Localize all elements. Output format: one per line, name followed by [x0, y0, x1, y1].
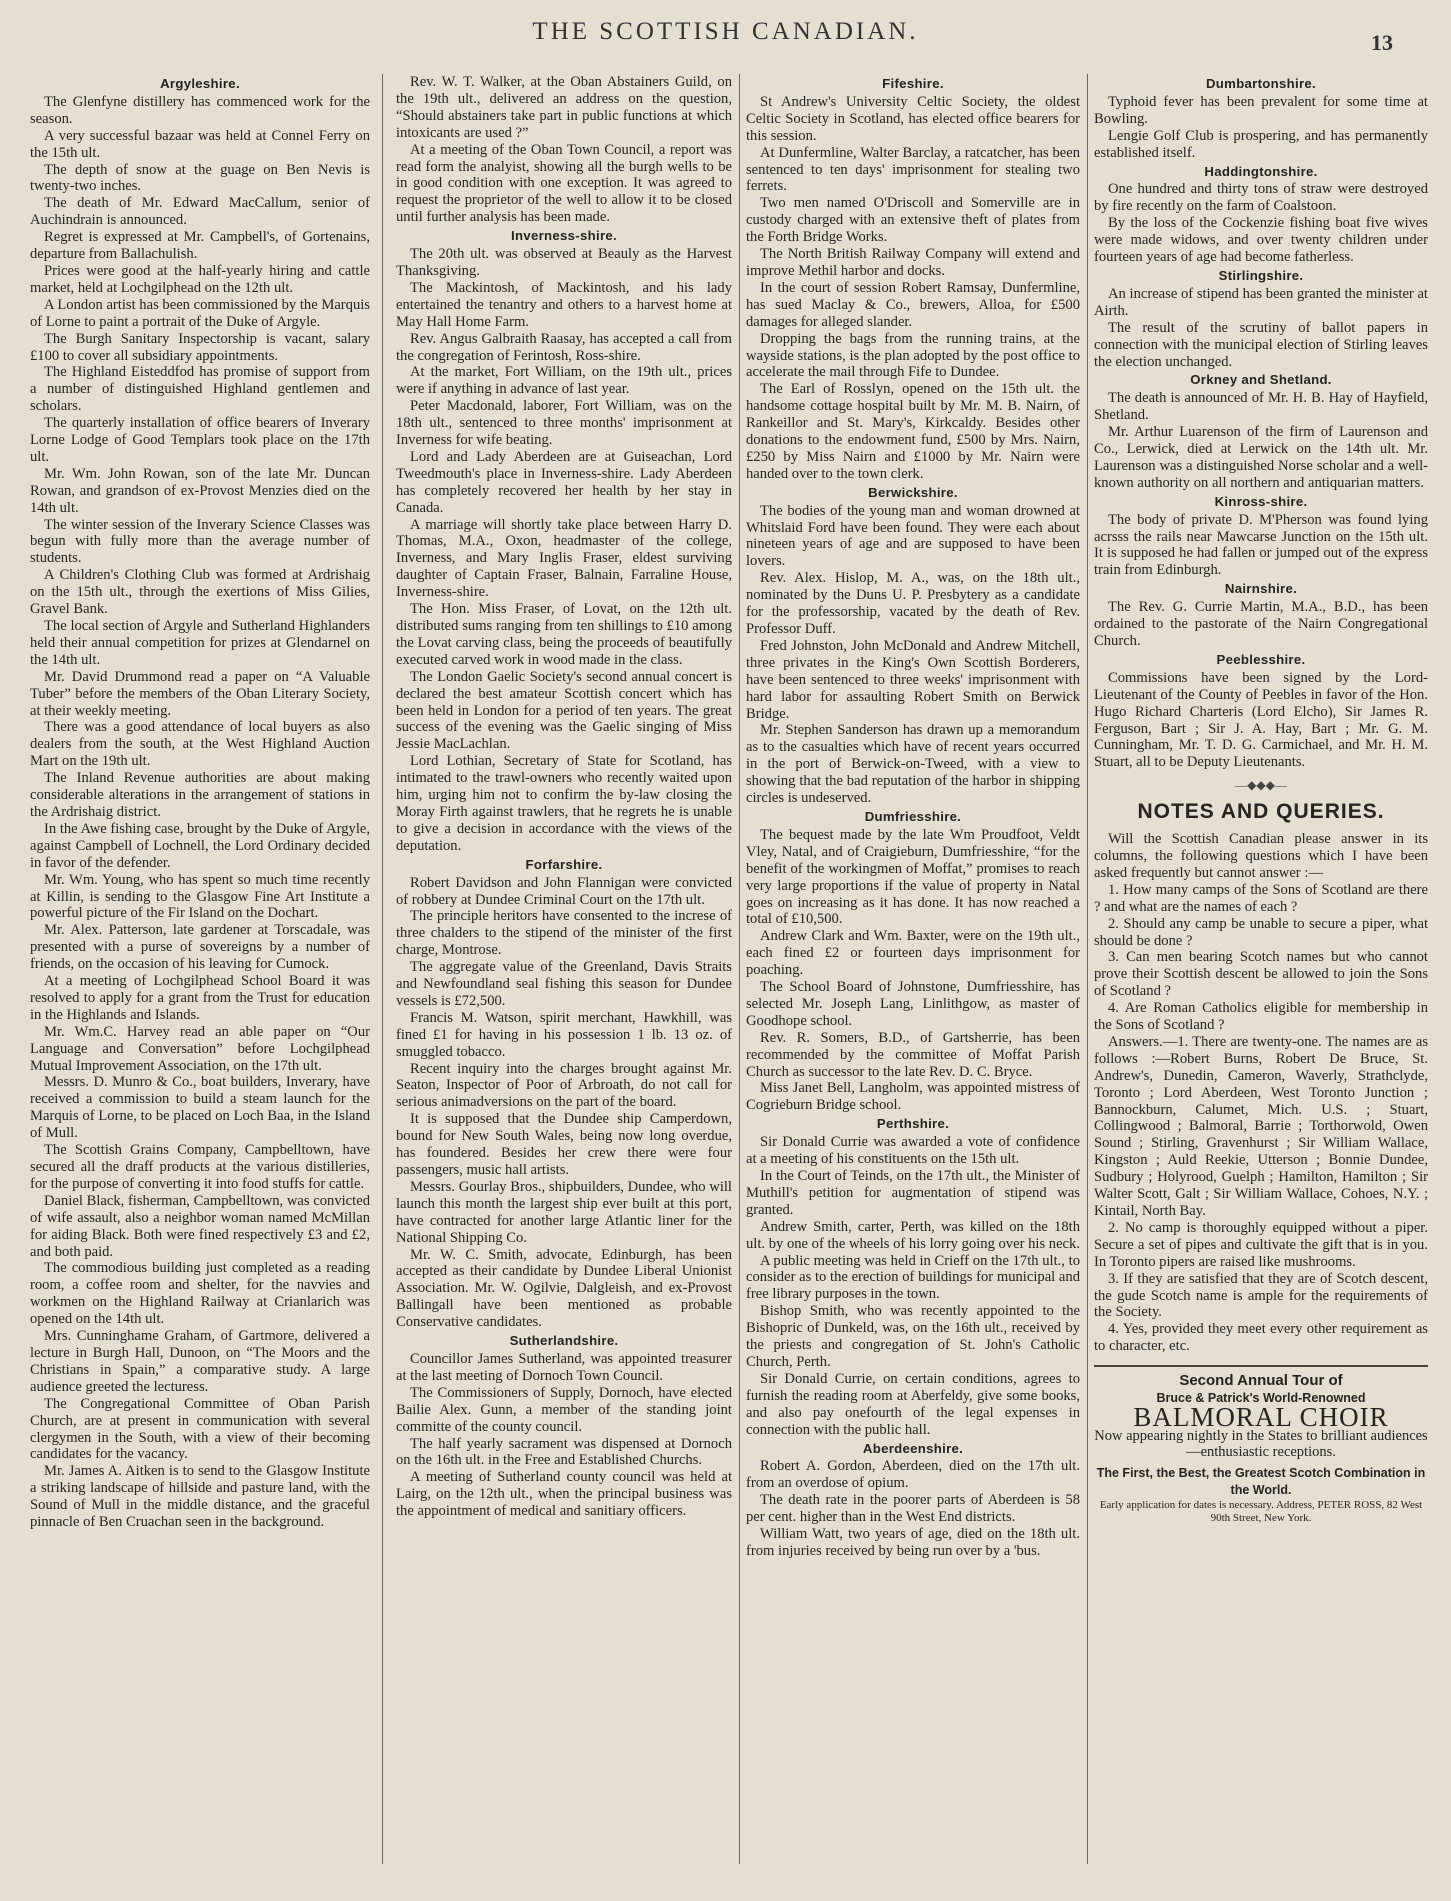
news-item: Mr. Wm.C. Harvey read an able paper on “Our Language and Conversation” before Lochgilphead Mutual Improvement Association, on the 17th ult.	[30, 1023, 370, 1074]
ornament-divider: —◆◆◆—	[1235, 778, 1287, 793]
news-item: Mrs. Cunninghame Graham, of Gartmore, delivered a lecture in Burgh Hall, Dunoon, on “The Moors and the Christians in Spain,” a comparative study. A large audience greeted the lecturess.	[30, 1328, 370, 1395]
news-item: Robert Davidson and John Flannigan were convicted of robbery at Dundee Criminal Court on the 17th ult.	[396, 874, 732, 908]
news-item: Andrew Clark and Wm. Baxter, were on the 19th ult., each fined £2 or fourteen days imprisonment for poaching.	[746, 928, 1080, 979]
news-item: Dropping the bags from the running trains, at the wayside stations, is the plan adopted by the post office to accelerate the mail through Fife to Dundee.	[746, 330, 1080, 381]
column-3	[746, 74, 1080, 1864]
column-4	[1094, 74, 1428, 1864]
news-item: St Andrew's University Celtic Society, the oldest Celtic Society in Scotland, has elected office bearers for this session.	[746, 93, 1080, 144]
notes-paragraph: Answers.—1. There are twenty-one. The names are as follows :—Robert Burns, Robert De Bruce, St. Andrew's, Dunedin, Cameron, Waverly, Strathclyde, Toronto ; Lord Aberdeen, West Toronto Junction ; Bannockburn, Calumet, Mich. U.S. ; Stuart, Collingwood ; Balmoral, Barrie ; Torthorwold, Owen Sound ; Stirling, Gravenhurst ; Sir William Wallace, Kingston ; Auld Reekie, Utterson ; Bonnie Dundee, Sudbury ; Holyrood, Guelph ; Hamilton, Hamilton ; Sir Walter Scott, Galt ; Sir William Wallace, Cohoes, N.Y. ; Kintail, North Bay.	[1094, 1033, 1428, 1219]
news-item: The Mackintosh, of Mackintosh, and his lady entertained the tenantry and others to a harvest home at May Hall Home Farm.	[396, 279, 732, 330]
news-item: In the Court of Teinds, on the 17th ult., the Minister of Muthill's petition for augmentation of stipend was granted.	[746, 1168, 1080, 1218]
news-item: The School Board of Johnstone, Dumfriesshire, has selected Mr. Joseph Lang, Linlithgow, as master of Goodhope school.	[746, 979, 1080, 1029]
news-item: Mr. James A. Aitken is to send to the Glasgow Institute a striking landscape of hillside and pasture land, with the Sound of Mull in the middle distance, and the graceful pinnacle of Ben Cruachan seen in the background.	[30, 1463, 370, 1531]
news-item: The Burgh Sanitary Inspectorship is vacant, salary £100 to cover all subsidiary appointments.	[30, 330, 370, 364]
news-item: By the loss of the Cockenzie fishing boat five wives were made widows, and over twenty children under fourteen years of age had become fatherless.	[1094, 215, 1428, 266]
news-item: Lengie Golf Club is prospering, and has permanently established itself.	[1094, 127, 1428, 161]
section-heading: Perthshire.	[876, 1116, 950, 1132]
news-item: The 20th ult. was observed at Beauly as the Harvest Thanksgiving.	[396, 246, 732, 279]
news-item: The Commissioners of Supply, Dornoch, have elected Bailie Alex. Gunn, a member of the standing joint committe of the county council.	[396, 1384, 732, 1435]
news-item: Messrs. Gourlay Bros., shipbuilders, Dundee, who will launch this month the largest ship ever built at this port, have contracted for another large Atlantic liner for the National Shipping Co.	[396, 1178, 732, 1246]
notes-paragraph: 4. Yes, provided they meet every other requirement as to character, etc.	[1094, 1321, 1428, 1355]
ad-line-slogan: The First, the Best, the Greatest Scotch Combination in the World.	[1096, 1465, 1426, 1497]
news-item: The bodies of the young man and woman drowned at Whitslaid Ford have been found. They were each about nineteen years of age and are supposed to have been lovers.	[746, 502, 1080, 570]
news-item: The Rev. G. Currie Martin, M.A., B.D., has been ordained to the pastorate of the Nairn Congregational Church.	[1094, 599, 1428, 649]
news-item: Bishop Smith, who was recently appointed to the Bishopric of Dunkeld, was, on the 16th ult., received by the priests and congregation of St. John's Catholic Church, Perth.	[746, 1303, 1080, 1370]
news-item: In the court of session Robert Ramsay, Dunfermline, has sued Maclay & Co., brewers, Alloa, for £500 damages for alleged slander.	[746, 279, 1080, 330]
news-item: Andrew Smith, carter, Perth, was killed on the 18th ult. by one of the wheels of his lorry going over his neck.	[746, 1218, 1080, 1252]
news-item: A meeting of Sutherland county council was held at Lairg, on the 12th ult., when the principal business was the appointment of medical and sanitiary officers.	[396, 1469, 732, 1520]
news-item: Francis M. Watson, spirit merchant, Hawkhill, was fined £1 for having in his possession 1 lb. 13 oz. of smuggled tobacco.	[396, 1009, 732, 1060]
notes-paragraph: 3. Can men bearing Scotch names but who cannot prove their Scottish descent be allowed to join the Sons of Scotland ?	[1094, 949, 1428, 1000]
news-item: A very successful bazaar was held at Connel Ferry on the 15th ult.	[30, 127, 370, 161]
news-item: The depth of snow at the guage on Ben Nevis is twenty-two inches.	[30, 161, 370, 195]
section-heading: Stirlingshire.	[1218, 267, 1304, 283]
notes-and-queries-title: NOTES AND QUERIES.	[1137, 800, 1385, 824]
news-item: The Congregational Committee of Oban Parish Church, are at present in communication with several clergymen in the South, with a view of their becoming candidates for the vacancy.	[30, 1395, 370, 1463]
news-item: Two men named O'Driscoll and Somerville are in custody charged with an extensive theft of plates from the Forth Bridge Works.	[746, 195, 1080, 246]
news-item: Rev. Angus Galbraith Raasay, has accepted a call from the congregation of Ferintosh, Ross-shire.	[396, 330, 732, 364]
section-heading: Orkney and Shetland.	[1190, 372, 1332, 388]
news-item: Prices were good at the half-yearly hiring and cattle market, held at Lochgilphead on the 12th ult.	[30, 262, 370, 296]
section-heading: Haddingtonshire.	[1204, 163, 1318, 179]
news-item: It is supposed that the Dundee ship Camperdown, bound for New South Wales, being now long overdue, has foundered. Besides her crew there were four passengers, music hall artists.	[396, 1111, 732, 1178]
page-number: 13	[1371, 30, 1393, 55]
news-item: Sir Donald Currie was awarded a vote of confidence at a meeting of his constituents on the 15th ult.	[746, 1134, 1080, 1168]
ad-line-appearing: Now appearing nightly in the States to brilliant audiences—enthusiastic receptions.	[1094, 1427, 1428, 1461]
news-item: Typhoid fever has been prevalent for some time at Bowling.	[1094, 93, 1428, 127]
news-item: The Highland Eisteddfod has promise of support from a number of distinguished Highland gentlemen and scholars.	[30, 364, 370, 415]
column-2	[396, 74, 732, 1864]
news-item: The commodious building just completed as a reading room, a coffee room and shelter, for the navvies and workmen on the Highland Railway at Crianlarich was opened on the 14th ult.	[30, 1260, 370, 1328]
news-item: Messrs. D. Munro & Co., boat builders, Inverary, have received a commission to build a steam launch for the Marquis of Lorne, to be placed on Loch Baa, in the Island of Mull.	[30, 1074, 370, 1142]
news-item: The winter session of the Inverary Science Classes was begun with fully more than the average number of students.	[30, 516, 370, 567]
masthead	[0, 8, 1451, 56]
section-heading: Peeblesshire.	[1216, 651, 1306, 667]
news-item: The principle heritors have consented to the increse of three chalders to the stipend of the minister of the first charge, Montrose.	[396, 908, 732, 959]
news-item: In the Awe fishing case, brought by the Duke of Argyle, against Campbell of Lochnell, the Lord Ordinary decided in favor of the defender.	[30, 820, 370, 871]
balmoral-choir-advertisement	[1094, 1365, 1428, 1525]
section-heading: Kinross-shire.	[1214, 493, 1308, 509]
news-item: Fred Johnston, John McDonald and Andrew Mitchell, three privates in the King's Own Scottish Borderers, have been sentenced to three weeks' imprisonment with hard labor for assaulting Robert Smith on Berwick Bridge.	[746, 637, 1080, 722]
notes-paragraph: 2. Should any camp be unable to secure a piper, what should be done ?	[1094, 915, 1428, 949]
news-item: Rev. W. T. Walker, at the Oban Abstainers Guild, on the 19th ult., delivered an address on the question, “Should abstainers take part in public functions at which intoxicants are used ?”	[396, 74, 732, 141]
news-item: The quarterly installation of office bearers of Inverary Lorne Lodge of Good Templars took place on the 17th ult.	[30, 415, 370, 465]
section-heading: Aberdeenshire.	[862, 1440, 964, 1456]
news-item: The Hon. Miss Fraser, of Lovat, on the 12th ult. distributed sums ranging from ten shillings to £10 among the Lovat carving class, being the proceeds of beautifully executed carved work in wood made in the class.	[396, 601, 732, 668]
news-item: Councillor James Sutherland, was appointed treasurer at the last meeting of Dornoch Town Council.	[396, 1350, 732, 1384]
news-item: Sir Donald Currie, on certain conditions, agrees to furnish the reading room at Aberfeldy, give some books, and also pay onefourth of the legal expenses in connection with the public hall.	[746, 1370, 1080, 1438]
news-item: Mr. Wm. Young, who has spent so much time recently at Killin, is sending to the Glasgow Fine Art Institute a powerful picture of the Fir Island on the Dochart.	[30, 871, 370, 922]
news-item: At a meeting of Lochgilphead School Board it was resolved to apply for a grant from the Trust for education in the Highlands and Islands.	[30, 973, 370, 1023]
news-item: The body of private D. M'Pherson was found lying acrsss the rails near Mawcarse Junction on the 15th ult. It is supposed he had fallen or jumped out of the express train from Edinburgh.	[1094, 511, 1428, 579]
news-item: The death is announced of Mr. H. B. Hay of Hayfield, Shetland.	[1094, 390, 1428, 424]
notes-and-queries-body	[1094, 831, 1428, 1355]
news-item: The aggregate value of the Greenland, Davis Straits and Newfoundland seal fishing this season for Dundee vessels is £72,500.	[396, 959, 732, 1009]
news-item: Rev. R. Somers, B.D., of Gartsherrie, has been recommended by the committee of Moffat Parish Church as successor to the late Rev. D. C. Bryce.	[746, 1029, 1080, 1080]
section-heading: Inverness-shire.	[511, 228, 617, 244]
news-item: The half yearly sacrament was dispensed at Dornoch on the 16th ult. in the Free and Established Churchs.	[396, 1435, 732, 1469]
news-item: Mr. Stephen Sanderson has drawn up a memorandum as to the casualties which have of recent years occurred in the port of Berwick-on-Tweed, with a view to showing that the bad reputation of the harbor in shipping circles is undeserved.	[746, 722, 1080, 807]
news-item: Regret is expressed at Mr. Campbell's, of Gortenains, departure from Ballachulish.	[30, 229, 370, 263]
news-item: Peter Macdonald, laborer, Fort William, was on the 18th ult., sentenced to three months' imprisonment at Inverness for wife beating.	[396, 398, 732, 449]
news-item: The Scottish Grains Company, Campbelltown, have secured all the draff products at the various distilleries, for the purpose of converting it into food stuffs for cattle.	[30, 1142, 370, 1192]
news-item: One hundred and thirty tons of straw were destroyed by fire recently on the farm of Coalstoon.	[1094, 181, 1428, 215]
column-1	[30, 74, 370, 1864]
news-item: A public meeting was held in Crieff on the 17th ult., to consider as to the erection of buildings for municipal and free library purposes in the town.	[746, 1252, 1080, 1303]
section-heading: Dumfriesshire.	[864, 808, 962, 824]
news-item: Mr. Wm. John Rowan, son of the late Mr. Duncan Rowan, and grandson of ex-Provost Menzies died on the 14th ult.	[30, 465, 370, 516]
news-item: Rev. Alex. Hislop, M. A., was, on the 18th ult., nominated by the Duns U. P. Presbytery as a candidate for the professorship, vacated by the death of Rev. Professor Duff.	[746, 570, 1080, 637]
news-item: Commissions have been signed by the Lord-Lieutenant of the County of Peebles in favor of the Hon. Hugo Richard Charteris (Lord Elcho), Sir James R. Ferguson, Bart ; Sir J. A. Hay, Bart ; Mr. G. M. Cunningham, Mr. T. D. G. Carmichael, and Mr. H. M. Stuart, all to be Deputy Lieutenants.	[1094, 669, 1428, 771]
news-item: The bequest made by the late Wm Proudfoot, Veldt Vley, Natal, and of Craigieburn, Dumfriesshire, “for the benefit of the workingmen of Moffat,” promises to reach very large proportions if the value of property in Natal goes on increasing as it has done. It has now reached a total of £10,500.	[746, 826, 1080, 928]
notes-paragraph: 2. No camp is thoroughly equipped without a piper. Secure a set of pipes and cultivate the gift that is in you. In Toronto pipers are raised like mushrooms.	[1094, 1219, 1428, 1270]
news-item: Daniel Black, fisherman, Campbelltown, was convicted of wife assault, also a neighbor woman named McMillan for aiding Black. Both were fined respectively £3 and £2, and both paid.	[30, 1192, 370, 1260]
news-item: Mr. Arthur Luarenson of the firm of Laurenson and Co., Lerwick, died at Lerwick on the 14th ult. Mr. Laurenson was a distinguished Norse scholar and a well-known authority on all northern and antiquarian matters.	[1094, 424, 1428, 491]
news-item: The Glenfyne distillery has commenced work for the season.	[30, 93, 370, 127]
news-item: Mr. W. C. Smith, advocate, Edinburgh, has been accepted as their candidate by Dundee Liberal Unionist Association. Mr. W. Ogilvie, Dalgleish, and ex-Provost Ballingall have been mentioned as probable Conservative candidates.	[396, 1246, 732, 1331]
news-item: A Children's Clothing Club was formed at Ardrishaig on the 15th ult., through the exertions of Miss Gilies, Gravel Bank.	[30, 567, 370, 618]
news-item: William Watt, two years of age, died on the 18th ult. from injuries received by being run over by a 'bus.	[746, 1526, 1080, 1559]
news-item: Recent inquiry into the charges brought against Mr. Seaton, Inspector of Poor of Arbroath, do not call for serious animadversions on the part of the board.	[396, 1060, 732, 1111]
ad-line-presenters: Bruce & Patrick's World-Renowned	[1156, 1391, 1366, 1406]
section-heading: Sutherlandshire.	[509, 1333, 619, 1349]
news-item: An increase of stipend has been granted the minister at Airth.	[1094, 285, 1428, 319]
news-item: The result of the scrutiny of ballot papers in connection with the municipal election of Stirling leaves the election unchanged.	[1094, 319, 1428, 370]
news-item: The death of Mr. Edward MacCallum, senior of Auchindrain is announced.	[30, 195, 370, 229]
section-heading: Forfarshire.	[525, 856, 603, 872]
news-item: At Dunfermline, Walter Barclay, a ratcatcher, has been sentenced to ten days' imprisonment for stealing two ferrets.	[746, 144, 1080, 195]
ad-line-contact: Early application for dates is necessary. Address, PETER ROSS, 82 West 90th Street, New York.	[1099, 1498, 1423, 1524]
news-item: There was a good attendance of local buyers as also dealers from the south, at the West Highland Auction Mart on the 19th ult.	[30, 719, 370, 770]
section-heading: Nairnshire.	[1224, 581, 1298, 597]
section-heading: Dumbartonshire.	[1205, 76, 1316, 91]
news-item: At a meeting of the Oban Town Council, a report was read form the analyist, showing all the burgh wells to be in good condition with one exception. It was agreed to request the proprietor of the well to allow it to be closed until further analysis has been made.	[396, 141, 732, 226]
notes-paragraph: 3. If they are satisfied that they are of Scotch descent, the gude Scotch name is ample for the requirements of the Society.	[1094, 1270, 1428, 1321]
column-rule	[739, 74, 740, 1864]
news-item: Robert A. Gordon, Aberdeen, died on the 17th ult. from an overdose of opium.	[746, 1458, 1080, 1492]
news-item: The London Gaelic Society's second annual concert is declared the best amateur Scottish concert which has been held in London for a period of ten years. The great success of the evening was the Gaelic singing of Miss Jessie MacLachlan.	[396, 668, 732, 753]
newspaper-title: THE SCOTTISH CANADIAN.	[532, 18, 919, 45]
news-item: The North British Railway Company will extend and improve Methil harbor and docks.	[746, 246, 1080, 279]
column-4-news	[1094, 76, 1428, 771]
section-heading: Argyleshire.	[160, 76, 240, 91]
news-item: The death rate in the poorer parts of Aberdeen is 58 per cent. higher than in the West End districts.	[746, 1492, 1080, 1526]
column-rule	[382, 74, 383, 1864]
news-item: Lord Lothian, Secretary of State for Scotland, has intimated to the trawl-owners who recently waited upon him, urging him not to confirm the by-law closing the Moray Firth against trawlers, that he regrets he is unable to give a decision in accordance with the views of the deputation.	[396, 753, 732, 854]
section-heading: Berwickshire.	[868, 484, 958, 500]
section-heading: Fifeshire.	[882, 76, 944, 91]
news-item: At the market, Fort William, on the 19th ult., prices were if anything in advance of last year.	[396, 364, 732, 398]
ad-line-tour: Second Annual Tour of	[1179, 1372, 1343, 1390]
news-item: Lord and Lady Aberdeen are at Guiseachan, Lord Tweedmouth's place in Inverness-shire. Lady Aberdeen has completely recovered her health by her stay in Canada.	[396, 448, 732, 516]
ad-line-choir-name: BALMORAL CHOIR	[1133, 1401, 1389, 1432]
news-item: Mr. David Drummond read a paper on “A Valuable Tuber” before the members of the Oban Literary Society, at their weekly meeting.	[30, 668, 370, 719]
news-item: Mr. Alex. Patterson, late gardener at Torscadale, was presented with a purse of sovereigns by a number of friends, on the occasion of his leaving for Cumock.	[30, 922, 370, 973]
news-item: Miss Janet Bell, Langholm, was appointed mistress of Cogrieburn Bridge school.	[746, 1080, 1080, 1114]
news-item: A marriage will shortly take place between Harry D. Thomas, M.A., Oxon, headmaster of the college, Inverness, and Mary Inglis Fraser, eldest surviving daughter of Captain Fraser, Balnain, Farraline House, Inverness-shire.	[396, 516, 732, 601]
news-item: The Inland Revenue authorities are about making considerable alterations in the arrangement of stations in the Ardrishaig district.	[30, 770, 370, 820]
notes-paragraph: 4. Are Roman Catholics eligible for membership in the Sons of Scotland ?	[1094, 1000, 1428, 1034]
column-rule	[1087, 74, 1088, 1864]
news-item: The Earl of Rosslyn, opened on the 15th ult. the handsome cottage hospital built by Mr. M. B. Nairn, of Rankeillor and St. Mary's, Kirkcaldy. Besides other donations to the endowment fund, £500 by Mrs. Nairn, £250 by Miss Nairn and £1000 by Mr. Nairn were handed over to the town clerk.	[746, 381, 1080, 482]
notes-paragraph: 1. How many camps of the Sons of Scotland are there ? and what are the names of each ?	[1094, 881, 1428, 915]
news-item: A London artist has been commissioned by the Marquis of Lorne to paint a portrait of the Duke of Argyle.	[30, 296, 370, 330]
notes-paragraph: Will the Scottish Canadian please answer in its columns, the following questions which I have been asked frequently but cannot answer :—	[1094, 831, 1428, 881]
news-item: The local section of Argyle and Sutherland Highlanders held their annual competition for prizes at Glendarnel on the 14th ult.	[30, 618, 370, 668]
